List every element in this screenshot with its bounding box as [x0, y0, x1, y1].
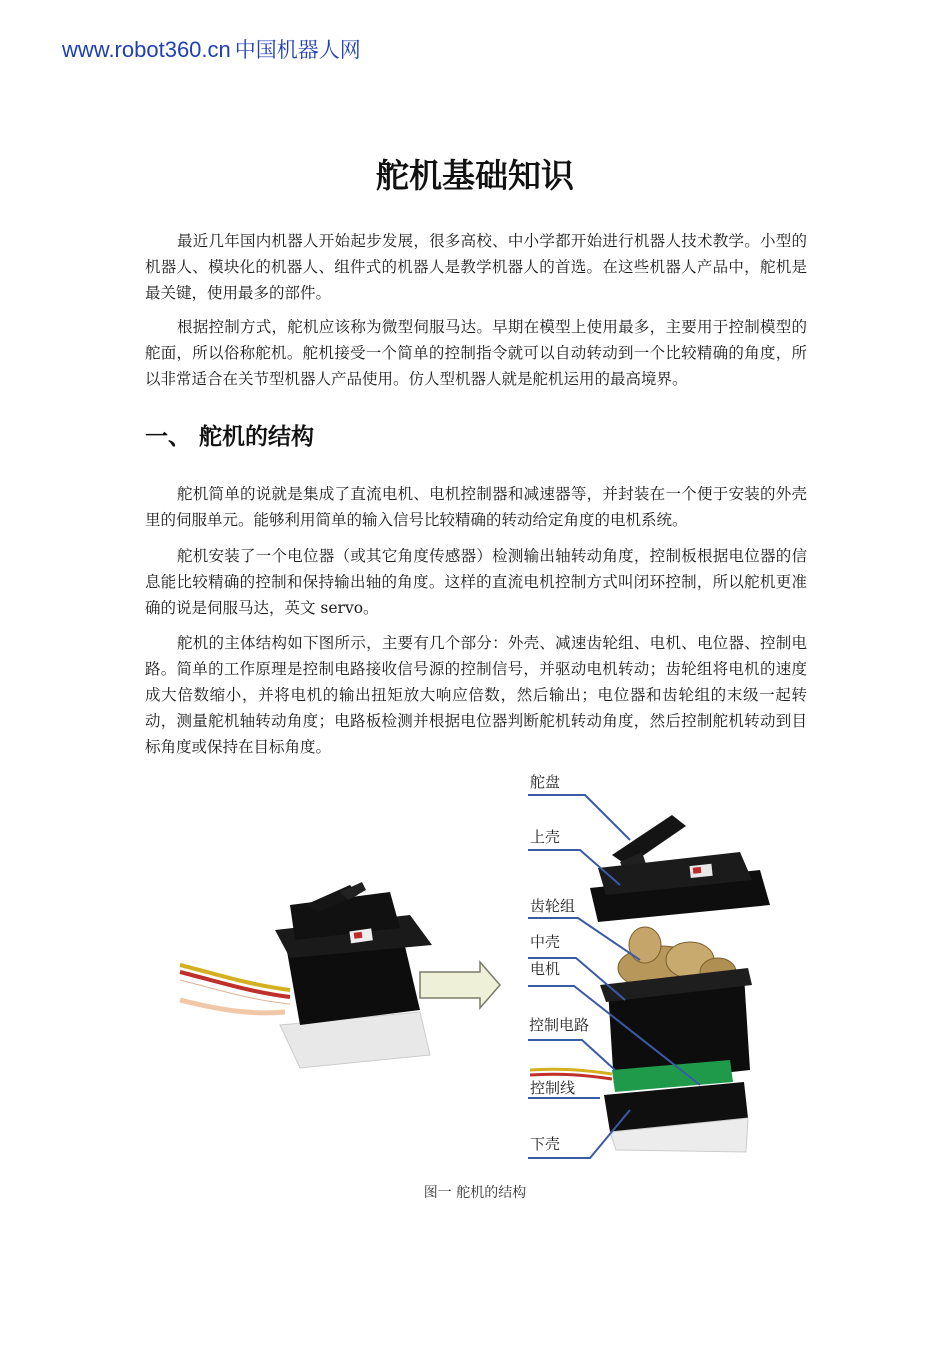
label-gear-set: 齿轮组	[530, 897, 576, 915]
label-motor: 电机	[530, 960, 561, 978]
label-control-circuit: 控制电路	[529, 1016, 590, 1034]
section-paragraph-1: 舵机简单的说就是集成了直流电机、电机控制器和减速器等，并封装在一个便于安装的外壳里的伺服单元。能够利用简单的输入信号比较精确的转动给定角度的电机系统。	[145, 485, 807, 529]
label-bottom-shell: 下壳	[530, 1135, 561, 1153]
page-title: 舵机基础知识	[376, 156, 574, 195]
label-middle-shell: 中壳	[530, 933, 561, 951]
site-url[interactable]: www.robot360.cn	[62, 37, 231, 62]
label-servo-horn: 舵盘	[530, 773, 561, 791]
section-paragraph-3: 舵机的主体结构如下图所示，主要有几个部分：外壳、减速齿轮组、电机、电位器、控制电路。简单的工作原理是控制电路接收信号源的控制信号，并驱动电机转动；齿轮组将电机的速度成大倍数缩小，并将电机的输出扭矩放大响应倍数，然后输出；电位器和齿轮组的末级一起转动，测量舵机轴转动角度；电路板检测并根据电位器判断舵机转动角度，然后控制舵机转动到目标角度或保持在目标角度。	[145, 634, 807, 756]
label-control-wire: 控制线	[530, 1079, 576, 1097]
label-top-shell: 上壳	[530, 828, 561, 846]
assembled-servo-image	[180, 882, 432, 1068]
section-paragraph-2: 舵机安装了一个电位器（或其它角度传感器）检测输出轴转动角度，控制板根据电位器的信息能比较精确的控制和保持输出轴的角度。这样的直流电机控制方式叫闭环控制，所以舵机更准确的说是伺服马达，英文 servo。	[145, 547, 807, 617]
figure-caption: 图一 舵机的结构	[423, 1185, 527, 1201]
section-heading: 一、 舵机的结构	[145, 424, 315, 450]
arrow-icon	[420, 962, 500, 1008]
intro-paragraph-1: 最近几年国内机器人开始起步发展，很多高校、中小学都开始进行机器人技术教学。小型的机器人、模块化的机器人、组件式的机器人是教学机器人的首选。在这些机器人产品中，舵机是最关键，使用最多的部件。	[145, 232, 807, 302]
site-name: 中国机器人网	[234, 38, 361, 62]
exploded-servo-image	[530, 815, 770, 1152]
intro-paragraph-2: 根据控制方式，舵机应该称为微型伺服马达。早期在模型上使用最多，主要用于控制模型的舵面，所以俗称舵机。舵机接受一个简单的控制指令就可以自动转动到一个比较精确的角度，所以非常适合在关节型机器人产品使用。仿人型机器人就是舵机运用的最高境界。	[145, 318, 807, 388]
